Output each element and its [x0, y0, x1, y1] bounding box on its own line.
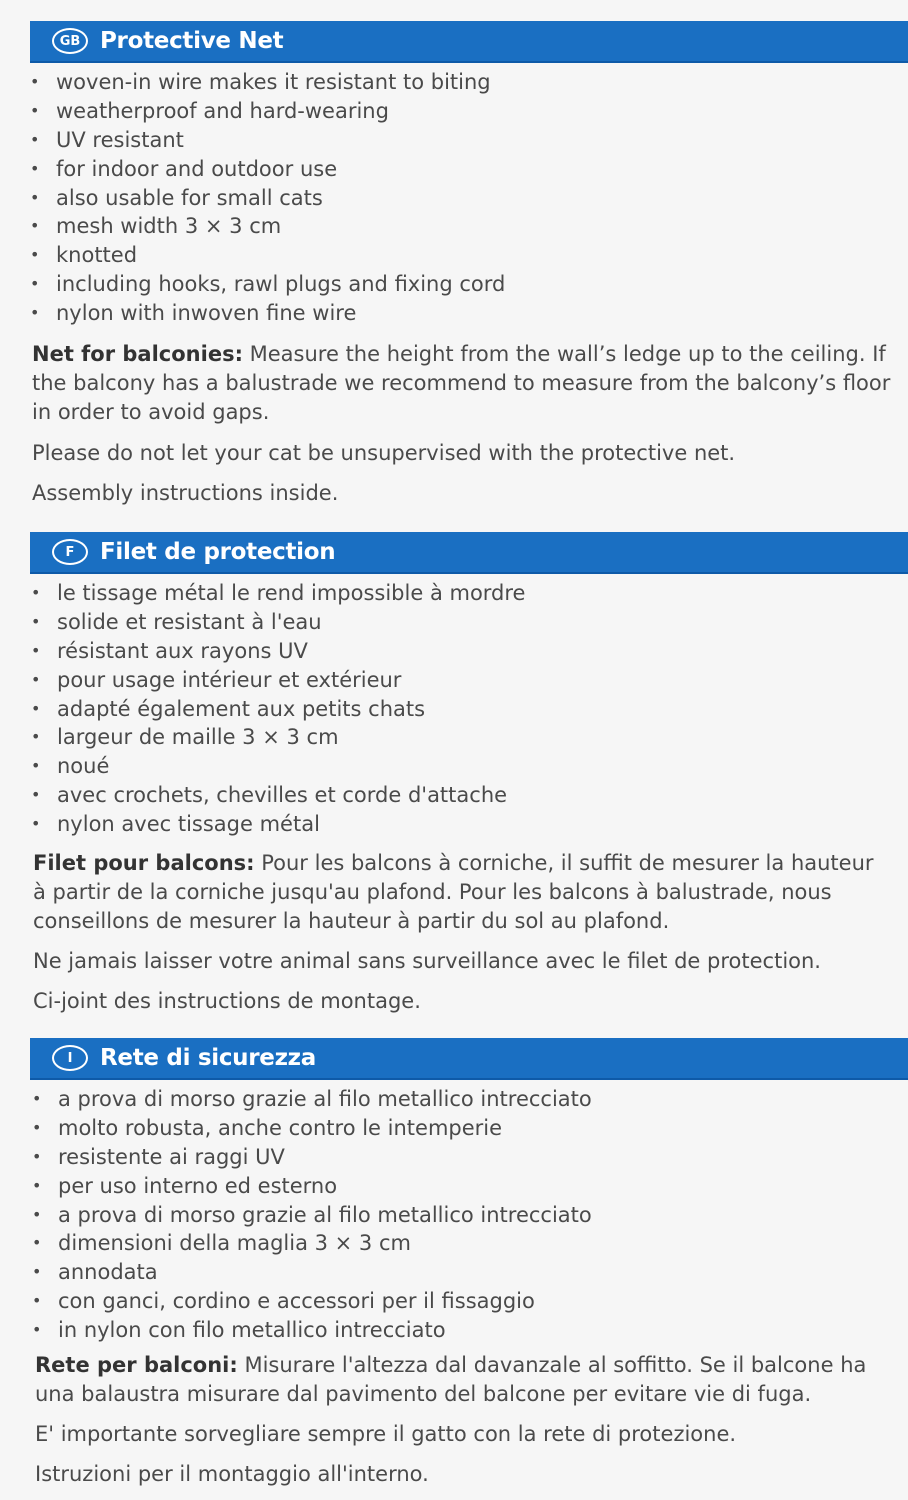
- bullet-icon: •: [30, 129, 40, 149]
- list-item: • a prova di morso grazie al filo metallico intrecciato: [32, 1085, 592, 1114]
- bullet-icon: •: [30, 245, 40, 265]
- instructions-text: Ci-joint des instructions de montage.: [33, 989, 421, 1013]
- list-item: • le tissage métal le rend impossible à mordre: [31, 579, 525, 608]
- bullet-icon: •: [30, 72, 40, 91]
- bullet-icon: •: [32, 1204, 42, 1224]
- warning-text: Ne jamais laisser votre animal sans surveillance avec le filet de protection.: [33, 949, 821, 973]
- bullet-icon: •: [30, 274, 40, 294]
- list-item: • woven-in wire makes it resistant to biting: [30, 68, 505, 97]
- list-item: • résistant aux rayons UV: [31, 637, 525, 666]
- bullet-icon: •: [31, 698, 41, 718]
- feature-list: [32, 1085, 592, 1345]
- balcony-paragraph: [33, 849, 893, 935]
- balcony-paragraph: [32, 340, 892, 426]
- list-item: • noué: [31, 752, 525, 781]
- list-item: • molto robusta, anche contro le intemperie: [32, 1114, 592, 1143]
- bullet-icon: •: [32, 1291, 42, 1311]
- list-item: • also usable for small cats: [30, 184, 505, 213]
- balcony-text: Pour les balcons à corniche, il suffit de mesurer la hauteur à partir de la corniche jusqu'au plafond. Pour les balcons à balustrade, nous conseillons de mesurer la hauteur à partir du sol au plafond.: [33, 851, 874, 933]
- language-badge: F: [52, 539, 88, 565]
- bullet-icon: •: [30, 158, 40, 178]
- bullet-icon: •: [32, 1175, 42, 1195]
- list-item: • per uso interno ed esterno: [32, 1172, 592, 1201]
- list-item: • dimensioni della maglia 3 × 3 cm: [32, 1229, 592, 1258]
- section-title: Filet de protection: [100, 539, 336, 565]
- list-item: • resistente ai raggi UV: [32, 1143, 592, 1172]
- section-header: [30, 21, 908, 63]
- list-item: • weatherproof and hard-wearing: [30, 97, 505, 126]
- bullet-icon: •: [30, 100, 40, 120]
- list-item: • pour usage intérieur et extérieur: [31, 666, 525, 695]
- bullet-icon: •: [31, 640, 41, 660]
- balcony-text: Misurare l'altezza dal davanzale al soffitto. Se il balcone ha una balaustra misurare dal pavimento del balcone per evitare vie di fuga.: [35, 1353, 867, 1406]
- list-item: • nylon avec tissage métal: [31, 810, 525, 839]
- list-item: • annodata: [32, 1258, 592, 1287]
- list-item: • avec crochets, chevilles et corde d'attache: [31, 781, 525, 810]
- bullet-icon: •: [30, 303, 40, 323]
- balcony-label: Rete per balconi:: [35, 1353, 238, 1377]
- section-header: [30, 532, 908, 574]
- warning-text: E' importante sorvegliare sempre il gatto con la rete di protezione.: [35, 1422, 737, 1446]
- section-header: [30, 1038, 908, 1080]
- bullet-icon: •: [31, 785, 41, 805]
- list-item: • a prova di morso grazie al filo metallico intrecciato: [32, 1201, 592, 1230]
- language-badge: GB: [52, 28, 88, 54]
- bullet-icon: •: [30, 216, 40, 236]
- list-item: • including hooks, rawl plugs and fixing cord: [30, 270, 505, 299]
- list-item: • adapté également aux petits chats: [31, 695, 525, 724]
- section-title: Rete di sicurezza: [100, 1045, 316, 1071]
- feature-list: [30, 68, 505, 328]
- language-badge: I: [52, 1045, 88, 1071]
- feature-list: [31, 579, 525, 839]
- bullet-icon: •: [31, 814, 41, 834]
- list-item: • in nylon con filo metallico intrecciato: [32, 1316, 592, 1345]
- bullet-icon: •: [31, 727, 41, 747]
- list-item: • mesh width 3 × 3 cm: [30, 212, 505, 241]
- balcony-text: Measure the height from the wall’s ledge up to the ceiling. If the balcony has a balustrade we recommend to measure from the balcony’s floor in order to avoid gaps.: [32, 342, 891, 424]
- bullet-icon: •: [31, 669, 41, 689]
- instructions-text: Istruzioni per il montaggio all'interno.: [35, 1462, 429, 1486]
- warning-text: Please do not let your cat be unsupervised with the protective net.: [32, 441, 736, 465]
- bullet-icon: •: [32, 1320, 42, 1340]
- bullet-icon: •: [32, 1117, 42, 1137]
- list-item: • nylon with inwoven fine wire: [30, 299, 505, 328]
- bullet-icon: •: [32, 1146, 42, 1166]
- bullet-icon: •: [30, 187, 40, 207]
- list-item: • solide et resistant à l'eau: [31, 608, 525, 637]
- bullet-icon: •: [31, 756, 41, 776]
- balcony-label: Filet pour balcons:: [33, 851, 255, 875]
- balcony-paragraph: [35, 1351, 895, 1409]
- section-title: Protective Net: [100, 28, 284, 54]
- bullet-icon: •: [32, 1233, 42, 1253]
- list-item: • con ganci, cordino e accessori per il fissaggio: [32, 1287, 592, 1316]
- bullet-icon: •: [31, 583, 41, 602]
- list-item: • UV resistant: [30, 126, 505, 155]
- bullet-icon: •: [32, 1089, 42, 1108]
- list-item: • knotted: [30, 241, 505, 270]
- balcony-label: Net for balconies:: [32, 342, 243, 366]
- instructions-text: Assembly instructions inside.: [32, 481, 339, 505]
- bullet-icon: •: [31, 611, 41, 631]
- list-item: • for indoor and outdoor use: [30, 155, 505, 184]
- bullet-icon: •: [32, 1262, 42, 1282]
- list-item: • largeur de maille 3 × 3 cm: [31, 723, 525, 752]
